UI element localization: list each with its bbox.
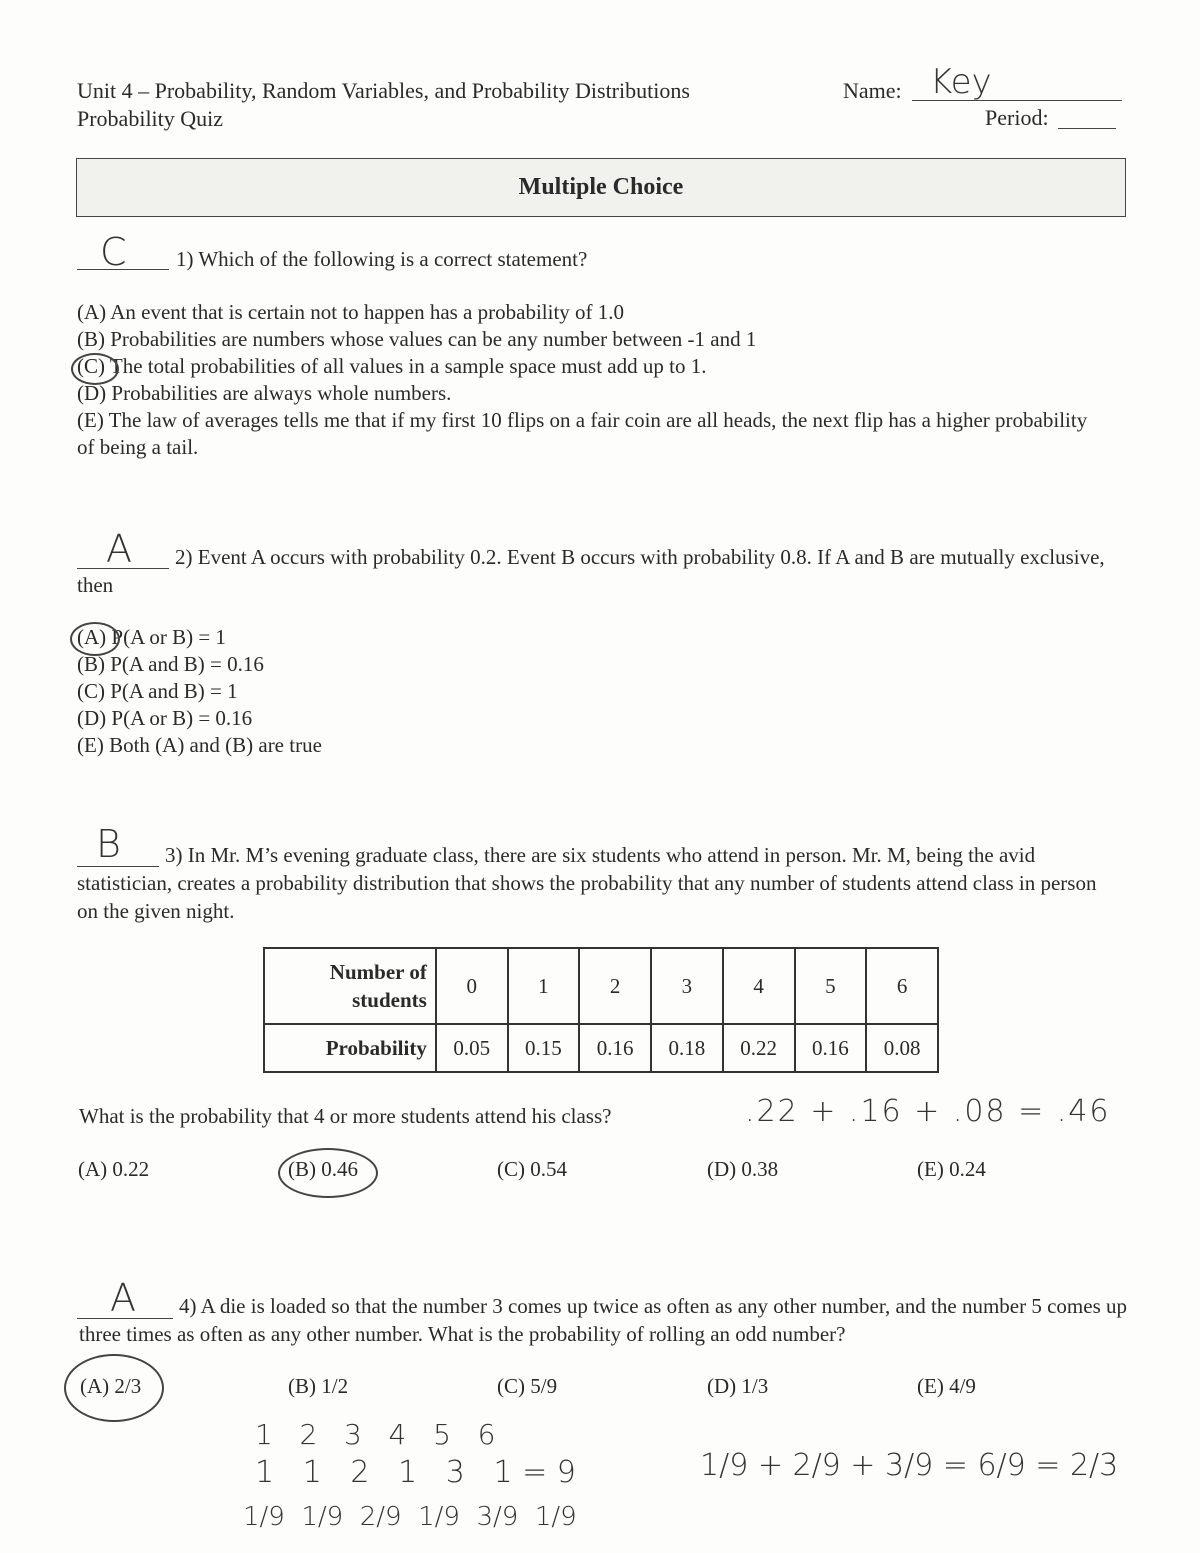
period-blank [1058, 128, 1116, 129]
name-label: Name: [843, 78, 902, 103]
count-cell: 1 [508, 948, 580, 1024]
q2-stem: 2) Event A occurs with probability 0.2. Event B occurs with probability 0.8. If A and B are mutually exclusive, then [77, 545, 1105, 597]
count-cell: 6 [866, 948, 938, 1024]
probability-cell: 0.16 [795, 1024, 867, 1072]
q2-option-a: (A) P(A or B) = 1 [77, 625, 226, 649]
name-value: Key [930, 62, 992, 102]
table-row-probabilities [264, 1024, 938, 1072]
q4-option-d: (D) 1/3 [707, 1374, 769, 1398]
probability-cell: 0.08 [866, 1024, 938, 1072]
q1-answer-circle [71, 353, 119, 385]
count-cell: 0 [436, 948, 508, 1024]
probability-cell: 0.16 [579, 1024, 651, 1072]
q3-stem: 3) In Mr. M’s evening graduate class, there are six students who attend in person. Mr. M, being the avid statistician, creates a probability distribution that shows the probability that any number of students attend class in person on the given night. [77, 843, 1097, 923]
q1-option-e: (E) The law of averages tells me that if my first 10 flips on a fair coin are all heads, the next flip has a higher probability of being a tail. [77, 408, 1088, 459]
q1-option-c: (C) The total probabilities of all values in a sample space must add up to 1. [77, 354, 707, 378]
q4-answer: A [110, 1276, 136, 1320]
q4-option-a: (A) 2/3 [80, 1374, 142, 1398]
quiz-title: Probability Quiz [77, 106, 224, 131]
q1-stem: 1) Which of the following is a correct statement? [176, 247, 588, 271]
q4-option-e: (E) 4/9 [917, 1374, 976, 1398]
q3-option-d: (D) 0.38 [707, 1157, 779, 1181]
q3-followup: What is the probability that 4 or more students attend his class? [79, 1104, 612, 1128]
table-row-counts [264, 948, 938, 1024]
q3-answer-circle [278, 1148, 378, 1198]
q4-work-weights: 1 1 2 1 3 1 = 9 [255, 1455, 576, 1490]
q3-answer: B [96, 822, 121, 866]
q4-work-sum: 1/9 + 2/9 + 3/9 = 6/9 = 2/3 [700, 1448, 1119, 1483]
q1-option-a: (A) An event that is certain not to happen has a probability of 1.0 [77, 300, 625, 324]
probability-cell: 0.18 [651, 1024, 723, 1072]
q3-option-c: (C) 0.54 [497, 1157, 567, 1181]
row-label-students: Number of students [264, 948, 436, 1024]
q3-work: .22 + .16 + .08 = .46 [745, 1094, 1111, 1129]
section-banner [76, 158, 1126, 217]
count-cell: 5 [795, 948, 867, 1024]
q3-option-b: (B) 0.46 [288, 1157, 358, 1181]
q1-answer: C [100, 230, 127, 274]
q2-answer: A [106, 527, 132, 571]
q4-work-faces: 1 2 3 4 5 6 [255, 1418, 496, 1451]
period-label: Period: [985, 105, 1049, 130]
q1-option-b: (B) Probabilities are numbers whose values can be any number between -1 and 1 [77, 327, 757, 351]
probability-cell: 0.05 [436, 1024, 508, 1072]
q4-option-b: (B) 1/2 [288, 1374, 349, 1398]
count-cell: 4 [723, 948, 795, 1024]
q3-option-a: (A) 0.22 [78, 1157, 150, 1181]
q4-work-probs: 1/9 1/9 2/9 1/9 3/9 1/9 [243, 1502, 577, 1532]
q2-option-c: (C) P(A and B) = 1 [77, 679, 238, 703]
q2-option-d: (D) P(A or B) = 0.16 [77, 706, 253, 730]
probability-cell: 0.15 [508, 1024, 580, 1072]
probability-table [263, 947, 939, 1073]
q4-answer-circle [64, 1354, 164, 1422]
q1-options [77, 299, 1107, 461]
count-cell: 2 [579, 948, 651, 1024]
q2-option-e: (E) Both (A) and (B) are true [77, 733, 322, 757]
row-label-probability: Probability [264, 1024, 436, 1072]
q4-stem: 4) A die is loaded so that the number 3 comes up twice as often as any other number, and the number 5 comes up three times as often as any other number. What is the probability of rolling an odd number? [79, 1294, 1128, 1346]
q1-option-d: (D) Probabilities are always whole numbers. [77, 381, 452, 405]
q4-option-c: (C) 5/9 [497, 1374, 558, 1398]
unit-title: Unit 4 – Probability, Random Variables, and Probability Distributions [77, 78, 690, 103]
count-cell: 3 [651, 948, 723, 1024]
probability-cell: 0.22 [723, 1024, 795, 1072]
q3-option-e: (E) 0.24 [917, 1157, 986, 1181]
q2-option-b: (B) P(A and B) = 0.16 [77, 652, 264, 676]
q2-answer-circle [70, 622, 120, 656]
section-title: Multiple Choice [518, 174, 684, 200]
